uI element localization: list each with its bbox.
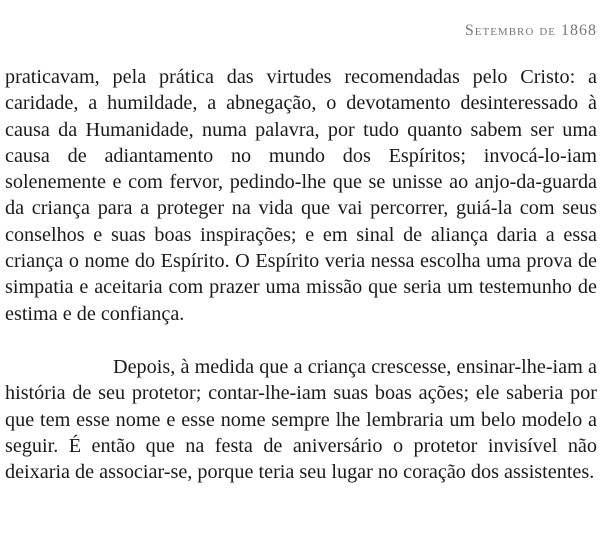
running-header: Setembro de 1868 xyxy=(464,22,597,39)
body-text xyxy=(5,64,597,485)
paragraph-1: praticavam, pela prática das virtudes recomendadas pelo Cristo: a caridade, a humildade, a abnegação, o devotamento desinteressado à causa da Humanidade, numa palavra, por tudo quanto sabem ser uma causa de adiantamento no mundo dos Espíritos; invocá-lo-iam solenemente e com fervor, pedindo-lhe que se unisse ao anjo-da-guarda da criança para a proteger na vida que vai percorrer, guiá-la com seus conselhos e suas boas inspirações; e em sinal de aliança daria a essa criança o nome do Espírito. O Espírito veria nessa escolha uma prova de simpatia e aceitaria com prazer uma missão que seria um testemunho de estima e de confiança. xyxy=(5,66,597,325)
paragraph-2: Depois, à medida que a criança crescesse, ensinar-lhe-iam a história de seu protetor; contar-lhe-iam suas boas ações; ele saberia por que tem esse nome e esse nome sempre lhe lembraria um belo modelo a seguir. É então que na festa de aniversário o protetor invisível não deixaria de associar-se, porque teria seu lugar no coração dos assistentes. xyxy=(5,355,597,484)
